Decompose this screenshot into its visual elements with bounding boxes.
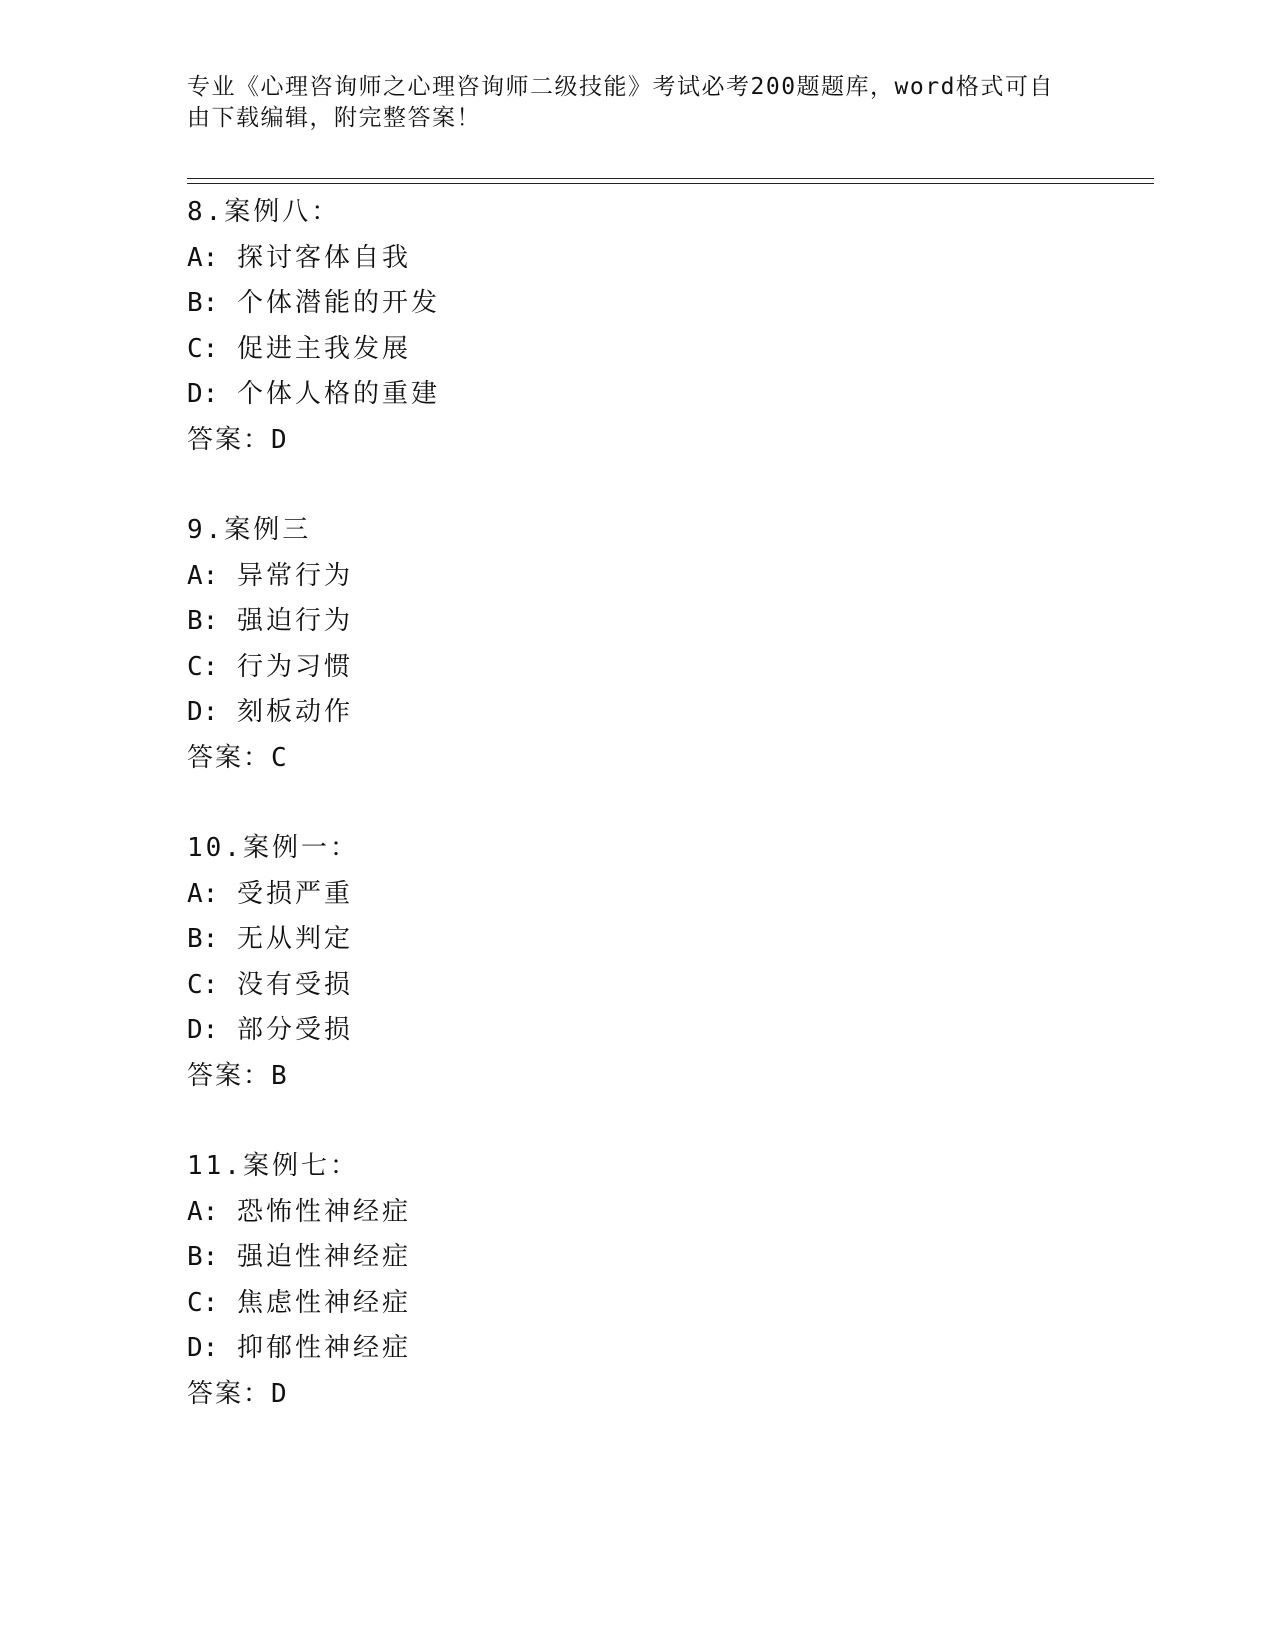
- option-b: [187, 917, 1147, 963]
- option-label: B:: [187, 288, 219, 318]
- option-text: 探讨客体自我: [236, 242, 411, 273]
- document-header: 专业《心理咨询师之心理咨询师二级技能》考试必考200题题库，word格式可自由下载编辑，附完整答案！: [187, 74, 1054, 131]
- option-text: 强迫行为: [236, 606, 353, 636]
- option-d: [187, 1008, 1147, 1054]
- option-a: [187, 554, 1147, 600]
- option-label: D:: [187, 1015, 219, 1045]
- option-c: [187, 1281, 1147, 1327]
- option-label: A:: [187, 878, 219, 909]
- answer-line: 答案：C: [187, 742, 289, 773]
- option-b: [187, 599, 1147, 645]
- option-label: C:: [187, 333, 219, 364]
- option-b: [187, 281, 1147, 327]
- option-label: B:: [187, 1242, 219, 1272]
- answer-line: 答案：B: [187, 1060, 289, 1091]
- option-a: [187, 872, 1147, 918]
- option-text: 个体潜能的开发: [236, 288, 440, 318]
- option-label: D:: [187, 697, 219, 727]
- option-text: 个体人格的重建: [236, 379, 440, 409]
- option-c: [187, 327, 1147, 373]
- option-text: 受损严重: [236, 878, 353, 909]
- option-label: B:: [187, 924, 219, 954]
- question-11: [187, 1144, 1147, 1417]
- option-d: [187, 1326, 1147, 1372]
- question-stem: 9.案例三: [187, 515, 312, 545]
- option-text: 无从判定: [236, 924, 353, 954]
- option-text: 抑郁性神经症: [236, 1333, 411, 1363]
- option-b: [187, 1235, 1147, 1281]
- option-text: 没有受损: [236, 969, 353, 1000]
- option-label: C:: [187, 969, 219, 1000]
- option-text: 行为习惯: [236, 651, 353, 682]
- option-text: 异常行为: [236, 560, 353, 591]
- option-label: D:: [187, 379, 219, 409]
- header-divider-top: [187, 178, 1154, 179]
- option-a: [187, 1190, 1147, 1236]
- question-stem: 11.案例七：: [187, 1151, 359, 1181]
- option-label: C:: [187, 1287, 219, 1318]
- option-text: 恐怖性神经症: [236, 1196, 411, 1227]
- question-10: [187, 826, 1147, 1099]
- header-divider-bottom: [187, 183, 1154, 184]
- option-a: [187, 236, 1147, 282]
- option-text: 部分受损: [236, 1015, 353, 1045]
- option-text: 刻板动作: [236, 697, 353, 727]
- option-text: 强迫性神经症: [236, 1242, 411, 1272]
- question-9: [187, 508, 1147, 781]
- question-8: [187, 190, 1147, 463]
- option-label: A:: [187, 242, 219, 273]
- answer-line: 答案：D: [187, 1378, 289, 1409]
- question-stem: 10.案例一：: [187, 833, 359, 863]
- option-label: B:: [187, 606, 219, 636]
- option-d: [187, 690, 1147, 736]
- option-d: [187, 372, 1147, 418]
- question-stem: 8.案例八：: [187, 197, 341, 227]
- option-text: 焦虑性神经症: [236, 1287, 411, 1318]
- option-label: C:: [187, 651, 219, 682]
- option-label: A:: [187, 560, 219, 591]
- question-list: [187, 190, 1147, 1462]
- option-label: D:: [187, 1333, 219, 1363]
- option-label: A:: [187, 1196, 219, 1227]
- option-text: 促进主我发展: [236, 333, 411, 364]
- answer-line: 答案：D: [187, 424, 289, 455]
- option-c: [187, 645, 1147, 691]
- option-c: [187, 963, 1147, 1009]
